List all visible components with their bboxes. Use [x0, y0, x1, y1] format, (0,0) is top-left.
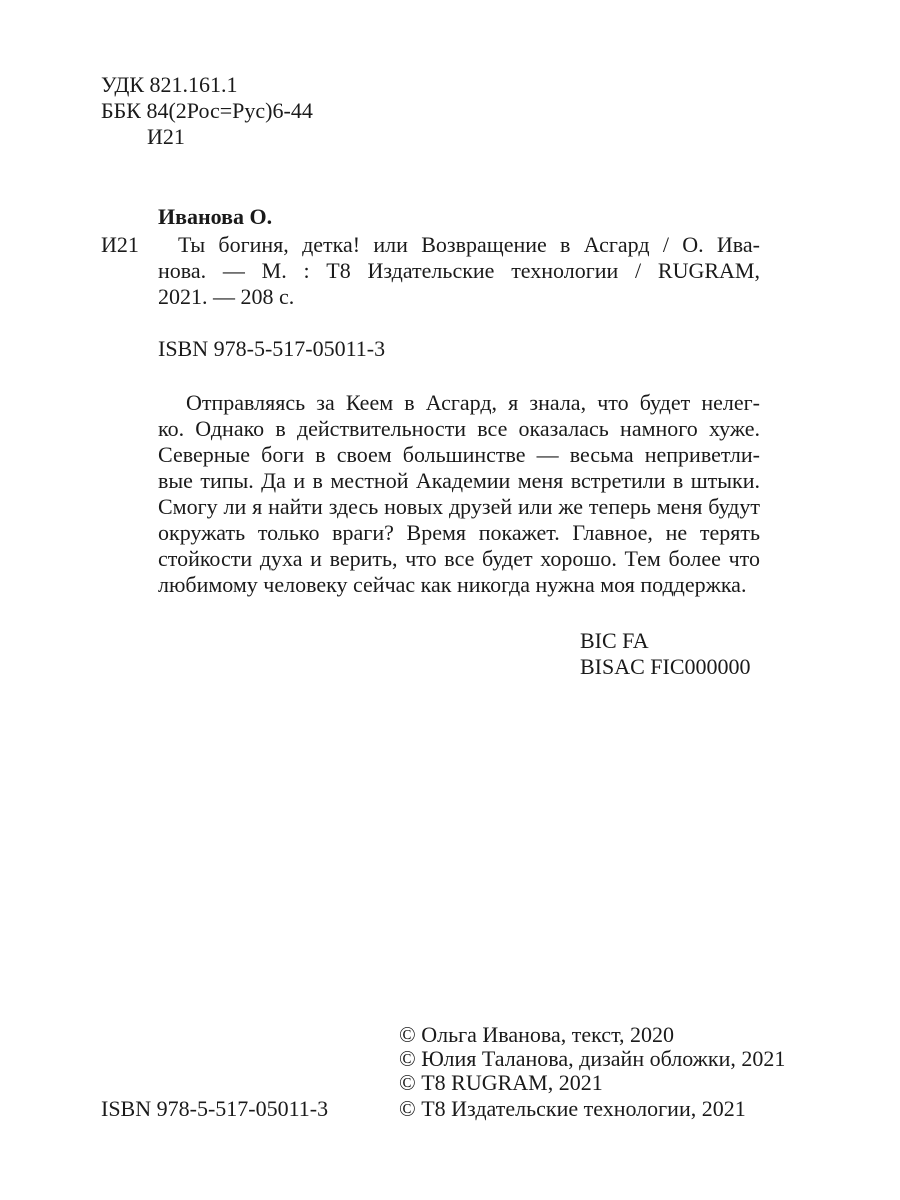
annotation-line-1: Отправляясь за Кеем в Асгард, я знала, что будет нелег- [186, 390, 760, 415]
annotation-line-6: окружать только враги? Время покажет. Главное, не терять [158, 520, 760, 545]
copyright-rugram: © Т8 RUGRAM, 2021 [399, 1070, 603, 1095]
annotation-line-2: ко. Однако в действительности все оказалась намного хуже. [158, 416, 760, 441]
annotation-line-4: вые типы. Да и в местной Академии меня встретили в штыки. [158, 468, 760, 493]
annotation-line-5: Смогу ли я найти здесь новых друзей или же теперь меня будут [158, 494, 760, 519]
description-line-2: нова. — М. : Т8 Издательские технологии / RUGRAM, [158, 258, 760, 283]
annotation-line-7: стойкости духа и верить, что все будет хорошо. Тем более что [158, 546, 760, 571]
copyright-publisher: © Т8 Издательские технологии, 2021 [399, 1096, 746, 1121]
record-sign: И21 [101, 232, 139, 257]
annotation-line-8: любимому человеку сейчас как никогда нужна моя поддержка. [158, 572, 747, 597]
bic-code: BIC FA [580, 628, 649, 653]
author-heading: Иванова О. [158, 204, 273, 229]
record-isbn: ISBN 978-5-517-05011-3 [158, 336, 386, 361]
description-line-3: 2021. — 208 с. [158, 284, 295, 309]
bbk-code: ББК 84(2Рос=Рус)6-44 [101, 98, 313, 123]
copyright-author: © Ольга Иванова, текст, 2020 [399, 1022, 675, 1047]
description-line-1: Ты богиня, детка! или Возвращение в Асгард / О. Ива- [178, 232, 760, 257]
bisac-code: BISAC FIC000000 [580, 654, 751, 679]
annotation-line-3: Северные боги в своем большинстве — весьма неприветли- [158, 442, 760, 467]
footer-isbn: ISBN 978-5-517-05011-3 [101, 1096, 329, 1121]
udk-code: УДК 821.161.1 [101, 72, 238, 97]
author-sign: И21 [147, 124, 185, 149]
copyright-cover-design: © Юлия Таланова, дизайн обложки, 2021 [399, 1046, 786, 1071]
